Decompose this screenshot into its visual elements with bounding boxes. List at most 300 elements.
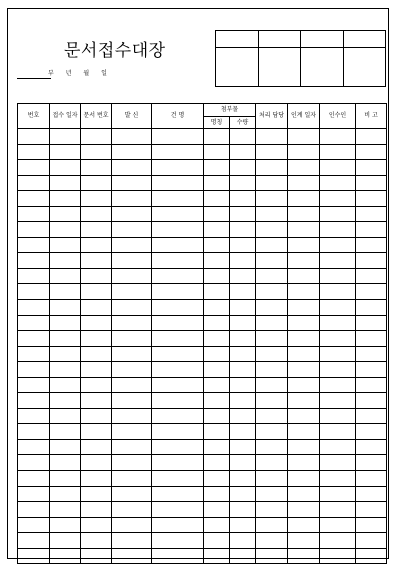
table-cell[interactable]: [320, 502, 356, 518]
table-cell[interactable]: [356, 331, 387, 347]
table-cell[interactable]: [288, 486, 320, 502]
table-cell[interactable]: [81, 533, 112, 549]
table-cell[interactable]: [81, 471, 112, 487]
table-cell[interactable]: [288, 144, 320, 160]
table-cell[interactable]: [50, 377, 81, 393]
table-cell[interactable]: [18, 377, 50, 393]
table-cell[interactable]: [204, 284, 230, 300]
table-cell[interactable]: [288, 191, 320, 207]
table-cell[interactable]: [288, 471, 320, 487]
table-cell[interactable]: [18, 268, 50, 284]
table-cell[interactable]: [256, 517, 288, 533]
table-cell[interactable]: [152, 408, 204, 424]
table-cell[interactable]: [230, 237, 256, 253]
table-cell[interactable]: [320, 408, 356, 424]
table-cell[interactable]: [356, 129, 387, 145]
table-cell[interactable]: [204, 486, 230, 502]
table-cell[interactable]: [152, 160, 204, 176]
table-cell[interactable]: [18, 222, 50, 238]
table-cell[interactable]: [50, 284, 81, 300]
table-cell[interactable]: [288, 315, 320, 331]
table-cell[interactable]: [204, 533, 230, 549]
table-cell[interactable]: [230, 424, 256, 440]
table-cell[interactable]: [50, 160, 81, 176]
table-cell[interactable]: [112, 284, 152, 300]
table-cell[interactable]: [81, 439, 112, 455]
table-cell[interactable]: [112, 548, 152, 564]
table-cell[interactable]: [320, 129, 356, 145]
table-cell[interactable]: [18, 206, 50, 222]
table-cell[interactable]: [50, 129, 81, 145]
table-cell[interactable]: [320, 393, 356, 409]
table-cell[interactable]: [112, 346, 152, 362]
table-cell[interactable]: [230, 346, 256, 362]
table-cell[interactable]: [81, 191, 112, 207]
table-cell[interactable]: [230, 455, 256, 471]
table-cell[interactable]: [230, 160, 256, 176]
table-cell[interactable]: [230, 129, 256, 145]
table-cell[interactable]: [230, 222, 256, 238]
table-cell[interactable]: [230, 439, 256, 455]
table-cell[interactable]: [81, 175, 112, 191]
table-cell[interactable]: [256, 300, 288, 316]
table-cell[interactable]: [50, 253, 81, 269]
table-cell[interactable]: [356, 144, 387, 160]
table-cell[interactable]: [288, 222, 320, 238]
table-cell[interactable]: [204, 160, 230, 176]
table-cell[interactable]: [152, 362, 204, 378]
table-cell[interactable]: [81, 237, 112, 253]
table-cell[interactable]: [256, 393, 288, 409]
table-cell[interactable]: [356, 486, 387, 502]
table-cell[interactable]: [50, 315, 81, 331]
table-cell[interactable]: [320, 300, 356, 316]
table-cell[interactable]: [230, 284, 256, 300]
table-cell[interactable]: [230, 533, 256, 549]
table-cell[interactable]: [81, 455, 112, 471]
table-cell[interactable]: [320, 424, 356, 440]
table-cell[interactable]: [256, 377, 288, 393]
table-cell[interactable]: [356, 393, 387, 409]
table-cell[interactable]: [152, 206, 204, 222]
table-cell[interactable]: [256, 191, 288, 207]
table-cell[interactable]: [230, 548, 256, 564]
table-cell[interactable]: [256, 408, 288, 424]
table-cell[interactable]: [152, 424, 204, 440]
table-cell[interactable]: [320, 144, 356, 160]
table-cell[interactable]: [81, 268, 112, 284]
table-cell[interactable]: [230, 486, 256, 502]
table-cell[interactable]: [112, 315, 152, 331]
table-cell[interactable]: [256, 533, 288, 549]
table-cell[interactable]: [356, 315, 387, 331]
department-line[interactable]: [17, 69, 51, 79]
table-cell[interactable]: [320, 377, 356, 393]
table-cell[interactable]: [152, 502, 204, 518]
table-cell[interactable]: [356, 533, 387, 549]
table-cell[interactable]: [152, 253, 204, 269]
table-cell[interactable]: [356, 191, 387, 207]
table-cell[interactable]: [112, 191, 152, 207]
table-cell[interactable]: [320, 237, 356, 253]
table-cell[interactable]: [288, 393, 320, 409]
table-cell[interactable]: [320, 439, 356, 455]
table-cell[interactable]: [204, 548, 230, 564]
table-cell[interactable]: [288, 548, 320, 564]
table-cell[interactable]: [18, 455, 50, 471]
table-cell[interactable]: [288, 253, 320, 269]
table-cell[interactable]: [81, 300, 112, 316]
table-cell[interactable]: [320, 455, 356, 471]
table-cell[interactable]: [230, 206, 256, 222]
table-cell[interactable]: [112, 160, 152, 176]
table-cell[interactable]: [204, 377, 230, 393]
table-cell[interactable]: [288, 533, 320, 549]
table-cell[interactable]: [112, 517, 152, 533]
table-cell[interactable]: [256, 222, 288, 238]
table-cell[interactable]: [112, 377, 152, 393]
table-cell[interactable]: [230, 408, 256, 424]
table-cell[interactable]: [256, 237, 288, 253]
table-cell[interactable]: [320, 253, 356, 269]
table-cell[interactable]: [288, 346, 320, 362]
table-cell[interactable]: [152, 237, 204, 253]
table-cell[interactable]: [50, 408, 81, 424]
table-cell[interactable]: [112, 439, 152, 455]
table-cell[interactable]: [152, 331, 204, 347]
table-cell[interactable]: [204, 331, 230, 347]
table-cell[interactable]: [288, 439, 320, 455]
table-cell[interactable]: [230, 362, 256, 378]
table-cell[interactable]: [356, 284, 387, 300]
approval-sign-cell[interactable]: [301, 48, 344, 87]
table-cell[interactable]: [112, 300, 152, 316]
table-cell[interactable]: [256, 471, 288, 487]
table-cell[interactable]: [18, 486, 50, 502]
table-cell[interactable]: [230, 471, 256, 487]
table-cell[interactable]: [320, 284, 356, 300]
table-cell[interactable]: [50, 517, 81, 533]
table-cell[interactable]: [112, 331, 152, 347]
table-cell[interactable]: [356, 253, 387, 269]
table-cell[interactable]: [18, 315, 50, 331]
table-cell[interactable]: [356, 268, 387, 284]
table-cell[interactable]: [288, 377, 320, 393]
table-cell[interactable]: [152, 377, 204, 393]
table-cell[interactable]: [152, 175, 204, 191]
table-cell[interactable]: [152, 191, 204, 207]
table-cell[interactable]: [356, 377, 387, 393]
table-cell[interactable]: [204, 471, 230, 487]
table-cell[interactable]: [320, 222, 356, 238]
table-cell[interactable]: [356, 300, 387, 316]
table-cell[interactable]: [230, 502, 256, 518]
table-cell[interactable]: [50, 439, 81, 455]
table-cell[interactable]: [81, 408, 112, 424]
table-cell[interactable]: [152, 439, 204, 455]
table-cell[interactable]: [204, 175, 230, 191]
table-cell[interactable]: [81, 346, 112, 362]
table-cell[interactable]: [230, 144, 256, 160]
table-cell[interactable]: [81, 144, 112, 160]
table-cell[interactable]: [356, 439, 387, 455]
table-cell[interactable]: [320, 315, 356, 331]
table-cell[interactable]: [320, 346, 356, 362]
table-cell[interactable]: [320, 175, 356, 191]
table-cell[interactable]: [81, 502, 112, 518]
table-cell[interactable]: [320, 548, 356, 564]
table-cell[interactable]: [204, 346, 230, 362]
table-cell[interactable]: [18, 393, 50, 409]
table-cell[interactable]: [50, 393, 81, 409]
table-cell[interactable]: [50, 486, 81, 502]
table-cell[interactable]: [152, 268, 204, 284]
table-cell[interactable]: [288, 502, 320, 518]
table-cell[interactable]: [18, 517, 50, 533]
table-cell[interactable]: [50, 424, 81, 440]
table-cell[interactable]: [320, 331, 356, 347]
table-cell[interactable]: [256, 362, 288, 378]
table-cell[interactable]: [50, 237, 81, 253]
table-cell[interactable]: [50, 175, 81, 191]
table-cell[interactable]: [112, 502, 152, 518]
table-cell[interactable]: [204, 517, 230, 533]
table-cell[interactable]: [288, 129, 320, 145]
table-cell[interactable]: [288, 160, 320, 176]
table-cell[interactable]: [204, 315, 230, 331]
table-cell[interactable]: [81, 517, 112, 533]
table-cell[interactable]: [18, 502, 50, 518]
table-cell[interactable]: [288, 408, 320, 424]
table-cell[interactable]: [112, 408, 152, 424]
table-cell[interactable]: [356, 237, 387, 253]
table-cell[interactable]: [356, 175, 387, 191]
table-cell[interactable]: [356, 160, 387, 176]
table-cell[interactable]: [320, 486, 356, 502]
table-cell[interactable]: [81, 377, 112, 393]
table-cell[interactable]: [50, 222, 81, 238]
table-cell[interactable]: [256, 331, 288, 347]
table-cell[interactable]: [320, 533, 356, 549]
table-cell[interactable]: [18, 533, 50, 549]
table-cell[interactable]: [18, 331, 50, 347]
table-cell[interactable]: [112, 129, 152, 145]
table-cell[interactable]: [112, 268, 152, 284]
table-cell[interactable]: [50, 471, 81, 487]
table-cell[interactable]: [256, 175, 288, 191]
table-cell[interactable]: [50, 455, 81, 471]
table-cell[interactable]: [112, 393, 152, 409]
table-cell[interactable]: [204, 502, 230, 518]
table-cell[interactable]: [230, 175, 256, 191]
table-cell[interactable]: [50, 533, 81, 549]
table-cell[interactable]: [152, 486, 204, 502]
table-cell[interactable]: [50, 191, 81, 207]
table-cell[interactable]: [204, 362, 230, 378]
table-cell[interactable]: [356, 362, 387, 378]
table-cell[interactable]: [81, 160, 112, 176]
table-cell[interactable]: [18, 237, 50, 253]
table-cell[interactable]: [256, 268, 288, 284]
table-cell[interactable]: [18, 346, 50, 362]
table-cell[interactable]: [256, 455, 288, 471]
table-cell[interactable]: [288, 455, 320, 471]
table-cell[interactable]: [81, 393, 112, 409]
table-cell[interactable]: [204, 253, 230, 269]
table-cell[interactable]: [112, 471, 152, 487]
table-cell[interactable]: [112, 144, 152, 160]
table-cell[interactable]: [204, 206, 230, 222]
approval-sign-cell[interactable]: [216, 48, 259, 87]
table-cell[interactable]: [204, 237, 230, 253]
table-cell[interactable]: [81, 548, 112, 564]
table-cell[interactable]: [112, 455, 152, 471]
table-cell[interactable]: [256, 315, 288, 331]
table-cell[interactable]: [50, 548, 81, 564]
table-cell[interactable]: [320, 160, 356, 176]
table-cell[interactable]: [18, 471, 50, 487]
table-cell[interactable]: [112, 533, 152, 549]
table-cell[interactable]: [152, 300, 204, 316]
table-cell[interactable]: [18, 191, 50, 207]
table-cell[interactable]: [230, 268, 256, 284]
table-cell[interactable]: [356, 548, 387, 564]
table-cell[interactable]: [50, 300, 81, 316]
table-cell[interactable]: [288, 424, 320, 440]
table-cell[interactable]: [112, 362, 152, 378]
table-cell[interactable]: [256, 424, 288, 440]
table-cell[interactable]: [18, 424, 50, 440]
table-cell[interactable]: [81, 362, 112, 378]
table-cell[interactable]: [81, 486, 112, 502]
table-cell[interactable]: [112, 253, 152, 269]
table-cell[interactable]: [230, 377, 256, 393]
table-cell[interactable]: [18, 362, 50, 378]
table-cell[interactable]: [152, 315, 204, 331]
table-cell[interactable]: [320, 268, 356, 284]
table-cell[interactable]: [81, 284, 112, 300]
table-cell[interactable]: [18, 175, 50, 191]
table-cell[interactable]: [256, 253, 288, 269]
table-cell[interactable]: [152, 517, 204, 533]
table-cell[interactable]: [204, 268, 230, 284]
table-cell[interactable]: [288, 331, 320, 347]
table-cell[interactable]: [18, 129, 50, 145]
table-cell[interactable]: [204, 439, 230, 455]
table-cell[interactable]: [356, 222, 387, 238]
table-cell[interactable]: [152, 284, 204, 300]
table-cell[interactable]: [288, 284, 320, 300]
table-cell[interactable]: [230, 253, 256, 269]
table-cell[interactable]: [256, 439, 288, 455]
table-cell[interactable]: [288, 268, 320, 284]
table-cell[interactable]: [204, 144, 230, 160]
table-cell[interactable]: [152, 471, 204, 487]
table-cell[interactable]: [152, 129, 204, 145]
table-cell[interactable]: [81, 331, 112, 347]
table-cell[interactable]: [256, 502, 288, 518]
table-cell[interactable]: [204, 222, 230, 238]
approval-sign-cell[interactable]: [343, 48, 386, 87]
table-cell[interactable]: [256, 144, 288, 160]
table-cell[interactable]: [204, 191, 230, 207]
table-cell[interactable]: [256, 129, 288, 145]
table-cell[interactable]: [18, 408, 50, 424]
table-cell[interactable]: [256, 284, 288, 300]
table-cell[interactable]: [152, 346, 204, 362]
table-cell[interactable]: [18, 439, 50, 455]
table-cell[interactable]: [81, 424, 112, 440]
table-cell[interactable]: [356, 408, 387, 424]
table-cell[interactable]: [81, 222, 112, 238]
table-cell[interactable]: [152, 455, 204, 471]
table-cell[interactable]: [50, 331, 81, 347]
table-cell[interactable]: [288, 206, 320, 222]
table-cell[interactable]: [112, 206, 152, 222]
table-cell[interactable]: [50, 346, 81, 362]
table-cell[interactable]: [256, 346, 288, 362]
table-cell[interactable]: [204, 455, 230, 471]
table-cell[interactable]: [356, 471, 387, 487]
table-cell[interactable]: [18, 144, 50, 160]
table-cell[interactable]: [230, 393, 256, 409]
table-cell[interactable]: [50, 362, 81, 378]
table-cell[interactable]: [288, 237, 320, 253]
table-cell[interactable]: [320, 517, 356, 533]
table-cell[interactable]: [230, 331, 256, 347]
table-cell[interactable]: [356, 502, 387, 518]
table-cell[interactable]: [204, 408, 230, 424]
table-cell[interactable]: [230, 191, 256, 207]
table-cell[interactable]: [50, 144, 81, 160]
table-cell[interactable]: [230, 517, 256, 533]
table-cell[interactable]: [18, 160, 50, 176]
table-cell[interactable]: [152, 548, 204, 564]
table-cell[interactable]: [152, 222, 204, 238]
table-cell[interactable]: [18, 300, 50, 316]
table-cell[interactable]: [288, 300, 320, 316]
table-cell[interactable]: [152, 393, 204, 409]
table-cell[interactable]: [288, 175, 320, 191]
table-cell[interactable]: [81, 206, 112, 222]
table-cell[interactable]: [320, 362, 356, 378]
table-cell[interactable]: [50, 206, 81, 222]
table-cell[interactable]: [50, 268, 81, 284]
table-cell[interactable]: [81, 253, 112, 269]
table-cell[interactable]: [320, 191, 356, 207]
table-cell[interactable]: [204, 393, 230, 409]
table-cell[interactable]: [204, 129, 230, 145]
table-cell[interactable]: [112, 175, 152, 191]
table-cell[interactable]: [356, 346, 387, 362]
table-cell[interactable]: [288, 362, 320, 378]
table-cell[interactable]: [18, 253, 50, 269]
table-cell[interactable]: [256, 486, 288, 502]
table-cell[interactable]: [320, 471, 356, 487]
table-cell[interactable]: [50, 502, 81, 518]
table-cell[interactable]: [81, 129, 112, 145]
table-cell[interactable]: [288, 517, 320, 533]
table-cell[interactable]: [112, 237, 152, 253]
table-cell[interactable]: [356, 424, 387, 440]
table-cell[interactable]: [18, 284, 50, 300]
table-cell[interactable]: [356, 206, 387, 222]
table-cell[interactable]: [356, 455, 387, 471]
table-cell[interactable]: [81, 315, 112, 331]
table-cell[interactable]: [152, 144, 204, 160]
approval-sign-cell[interactable]: [258, 48, 301, 87]
table-cell[interactable]: [230, 300, 256, 316]
